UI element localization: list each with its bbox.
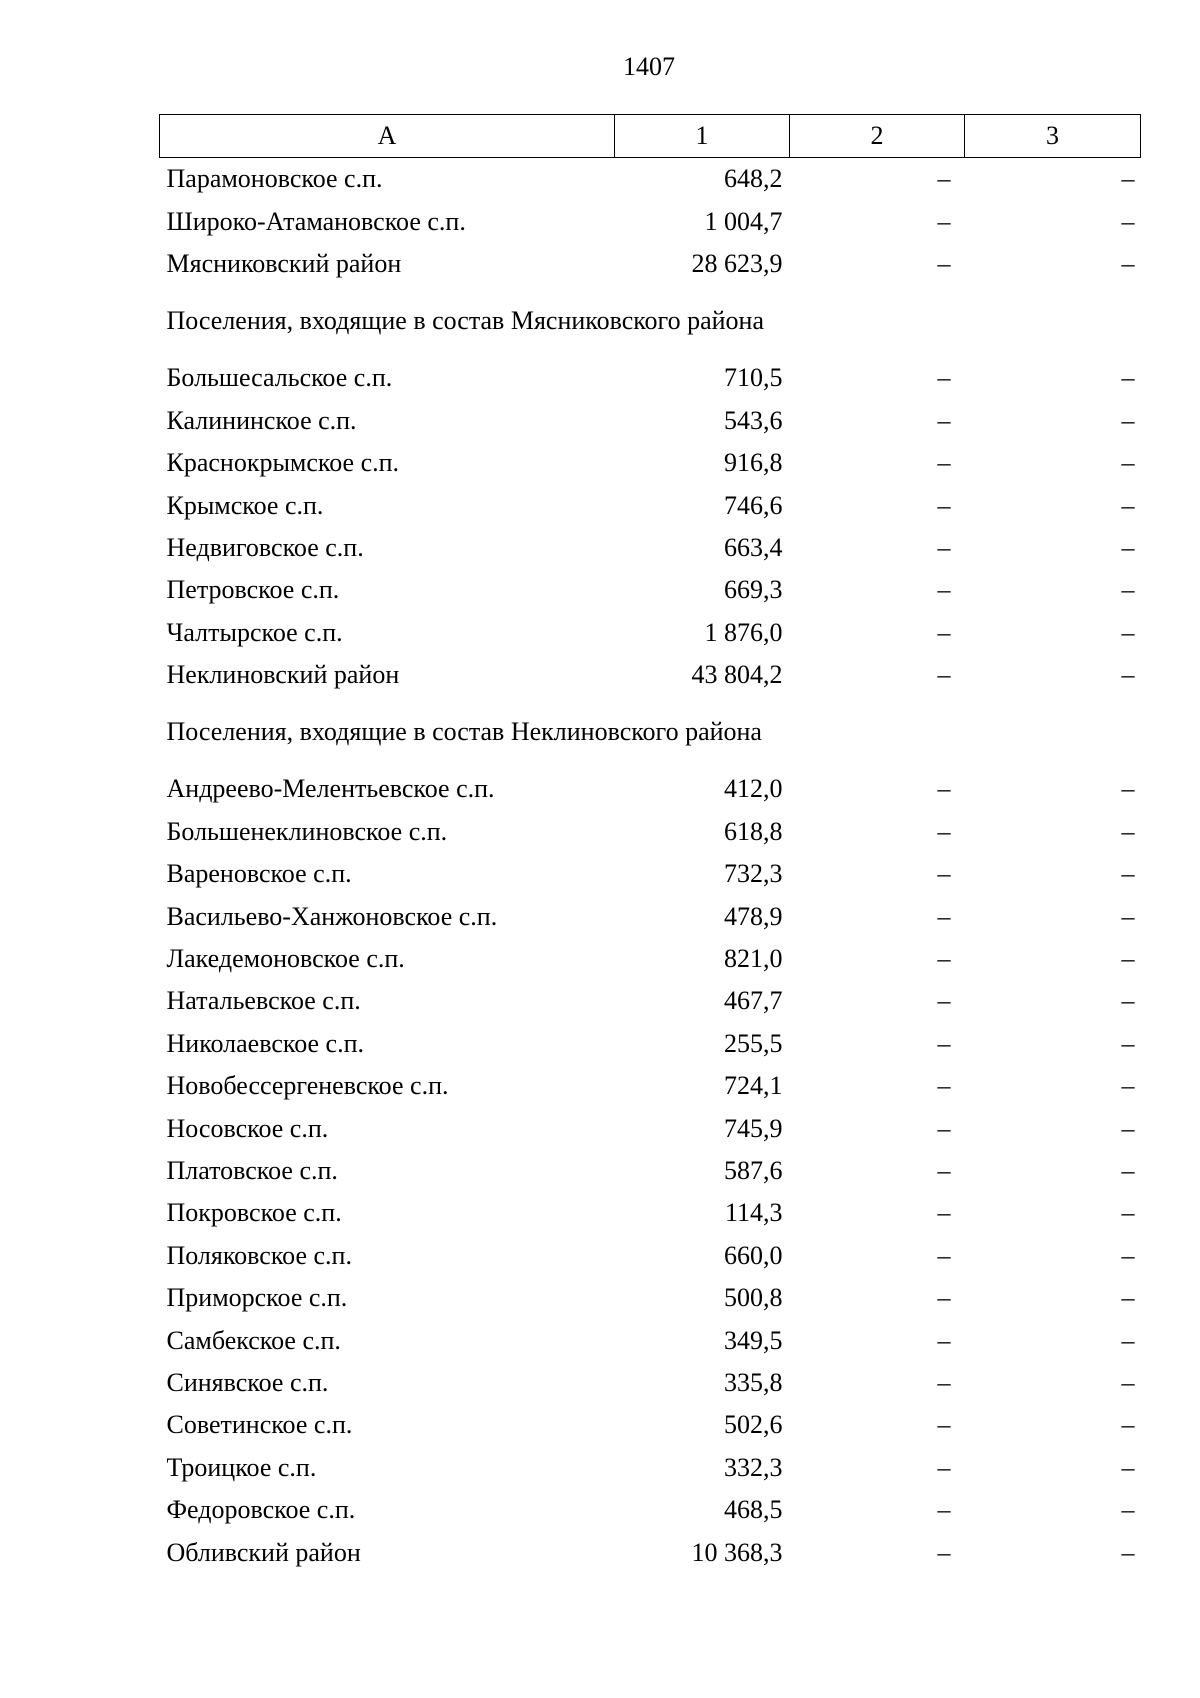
value-col-1: 467,7 bbox=[724, 986, 783, 1016]
settlement-name: Неклиновский район bbox=[166, 660, 400, 690]
value-col-3: – bbox=[1121, 774, 1135, 804]
value-col-2: – bbox=[937, 1028, 951, 1058]
table-row bbox=[160, 612, 1141, 654]
value-col-3: – bbox=[1121, 490, 1135, 520]
value-col-3: – bbox=[1121, 448, 1135, 478]
settlement-name: Недвиговское с.п. bbox=[166, 532, 364, 562]
table-row bbox=[160, 158, 1141, 201]
header-row bbox=[160, 115, 1141, 158]
value-col-1: 746,6 bbox=[724, 490, 783, 520]
table-row bbox=[160, 569, 1141, 611]
value-col-1: 1 004,7 bbox=[704, 206, 783, 236]
value-col-2: – bbox=[937, 1367, 951, 1397]
value-col-3: – bbox=[1121, 405, 1135, 435]
value-col-1: 543,6 bbox=[724, 405, 783, 435]
value-col-3: – bbox=[1121, 1240, 1135, 1270]
column-header-1: 1 bbox=[615, 115, 790, 158]
value-col-1: 660,0 bbox=[724, 1240, 783, 1270]
table-body bbox=[160, 158, 1141, 1574]
table-row bbox=[160, 811, 1141, 853]
value-col-1: 587,6 bbox=[724, 1156, 783, 1185]
value-col-2: – bbox=[937, 363, 951, 393]
value-col-1: 500,8 bbox=[724, 1283, 783, 1313]
value-col-3: – bbox=[1121, 617, 1135, 647]
value-col-2: – bbox=[937, 1283, 951, 1313]
value-col-2: – bbox=[937, 859, 951, 889]
value-col-1: 502,6 bbox=[724, 1410, 783, 1440]
value-col-2: – bbox=[937, 1156, 951, 1185]
settlement-name: Петровское с.п. bbox=[166, 575, 340, 605]
value-col-3: – bbox=[1121, 532, 1135, 562]
settlement-name: Широко-Атамановское с.п. bbox=[166, 206, 466, 236]
value-col-3: – bbox=[1121, 1537, 1135, 1567]
value-col-2: – bbox=[937, 1240, 951, 1270]
settlement-name: Советинское с.п. bbox=[166, 1410, 353, 1440]
group-heading-row bbox=[160, 696, 1141, 768]
value-col-3: – bbox=[1121, 1495, 1135, 1525]
table-row bbox=[160, 654, 1141, 696]
settlement-name: Крымское с.п. bbox=[166, 490, 324, 520]
value-col-3: – bbox=[1121, 901, 1135, 931]
value-col-2: – bbox=[937, 660, 951, 690]
value-col-2: – bbox=[937, 490, 951, 520]
value-col-1: 916,8 bbox=[724, 448, 783, 478]
settlement-name: Натальевское с.п. bbox=[166, 986, 361, 1016]
value-col-1: 669,3 bbox=[724, 575, 783, 605]
value-col-3: – bbox=[1121, 248, 1135, 278]
value-col-3: – bbox=[1121, 1325, 1135, 1355]
settlement-name: Краснокрымское с.п. bbox=[166, 448, 400, 478]
value-col-2: – bbox=[937, 1325, 951, 1355]
value-col-2: – bbox=[937, 944, 951, 974]
value-col-2: – bbox=[937, 164, 951, 194]
table-row bbox=[160, 1362, 1141, 1404]
value-col-1: 618,8 bbox=[724, 816, 783, 846]
value-col-3: – bbox=[1121, 1283, 1135, 1313]
value-col-1: 468,5 bbox=[724, 1495, 783, 1525]
table-row bbox=[160, 1065, 1141, 1107]
settlement-name: Федоровское с.п. bbox=[166, 1495, 356, 1525]
value-col-3: – bbox=[1121, 1113, 1135, 1143]
value-col-1: 114,3 bbox=[724, 1198, 783, 1228]
table-row bbox=[160, 1447, 1141, 1489]
settlement-name: Покровское с.п. bbox=[166, 1198, 342, 1228]
table-row bbox=[160, 1150, 1141, 1192]
value-col-1: 28 623,9 bbox=[691, 248, 783, 278]
value-col-3: – bbox=[1121, 1367, 1135, 1397]
value-col-1: 10 368,3 bbox=[691, 1537, 783, 1567]
value-col-3: – bbox=[1121, 1452, 1135, 1482]
value-col-3: – bbox=[1121, 1410, 1135, 1440]
value-col-2: – bbox=[937, 448, 951, 478]
value-col-3: – bbox=[1121, 164, 1135, 194]
value-col-1: 663,4 bbox=[724, 532, 783, 562]
value-col-2: – bbox=[937, 774, 951, 804]
table-row bbox=[160, 980, 1141, 1022]
value-col-2: – bbox=[937, 986, 951, 1016]
group-heading-row bbox=[160, 285, 1141, 357]
settlement-name: Андреево-Мелентьевское с.п. bbox=[166, 774, 495, 804]
settlement-name: Большесальское с.п. bbox=[166, 363, 393, 393]
value-col-3: – bbox=[1121, 1071, 1135, 1101]
value-col-2: – bbox=[937, 575, 951, 605]
value-col-2: – bbox=[937, 206, 951, 236]
value-col-2: – bbox=[937, 1452, 951, 1482]
value-col-3: – bbox=[1121, 363, 1135, 393]
value-col-2: – bbox=[937, 248, 951, 278]
settlement-name: Мясниковский район bbox=[166, 248, 402, 278]
table-row bbox=[160, 400, 1141, 442]
value-col-1: 43 804,2 bbox=[691, 660, 783, 690]
value-col-1: 412,0 bbox=[724, 774, 783, 804]
column-header-a: А bbox=[160, 115, 615, 158]
settlement-name: Лакедемоновское с.п. bbox=[166, 944, 405, 974]
group-heading: Поселения, входящие в состав Неклиновского района bbox=[166, 717, 762, 747]
value-col-2: – bbox=[937, 617, 951, 647]
table-row bbox=[160, 895, 1141, 937]
table-row bbox=[160, 527, 1141, 569]
table-row bbox=[160, 243, 1141, 285]
settlement-name: Платовское с.п. bbox=[166, 1156, 338, 1185]
value-col-1: 349,5 bbox=[724, 1325, 783, 1355]
value-col-1: 710,5 bbox=[724, 363, 783, 393]
value-col-2: – bbox=[937, 532, 951, 562]
table-row bbox=[160, 853, 1141, 895]
value-col-3: – bbox=[1121, 575, 1135, 605]
value-col-3: – bbox=[1121, 206, 1135, 236]
settlement-name: Поляковское с.п. bbox=[166, 1240, 352, 1270]
table-row bbox=[160, 442, 1141, 484]
settlement-name: Новобессергеневское с.п. bbox=[166, 1071, 449, 1101]
settlement-name: Самбекское с.п. bbox=[166, 1325, 341, 1355]
settlement-name: Троицкое с.п. bbox=[166, 1452, 317, 1482]
table-row bbox=[160, 357, 1141, 399]
value-col-1: 821,0 bbox=[724, 944, 783, 974]
table-row bbox=[160, 1319, 1141, 1361]
settlement-name: Синявское с.п. bbox=[166, 1367, 329, 1397]
settlement-name: Парамоновское с.п. bbox=[166, 164, 383, 194]
settlement-name: Носовское с.п. bbox=[166, 1113, 329, 1143]
table-row bbox=[160, 200, 1141, 242]
settlement-name: Приморское с.п. bbox=[166, 1283, 348, 1313]
value-col-2: – bbox=[937, 901, 951, 931]
value-col-3: – bbox=[1121, 1028, 1135, 1058]
value-col-2: – bbox=[937, 1113, 951, 1143]
value-col-3: – bbox=[1121, 986, 1135, 1016]
value-col-1: 745,9 bbox=[724, 1113, 783, 1143]
value-col-2: – bbox=[937, 1495, 951, 1525]
settlement-name: Большенеклиновское с.п. bbox=[166, 816, 448, 846]
settlement-name: Васильево-Ханжоновское с.п. bbox=[166, 901, 498, 931]
settlement-name: Николаевское с.п. bbox=[166, 1028, 365, 1058]
value-col-3: – bbox=[1121, 859, 1135, 889]
settlement-name: Чалтырское с.п. bbox=[166, 617, 343, 647]
budget-table bbox=[159, 114, 1141, 1574]
table-row bbox=[160, 1107, 1141, 1149]
value-col-2: – bbox=[937, 1198, 951, 1228]
value-col-1: 478,9 bbox=[724, 901, 783, 931]
value-col-2: – bbox=[937, 1071, 951, 1101]
value-col-3: – bbox=[1121, 1156, 1135, 1185]
column-header-2: 2 bbox=[790, 115, 965, 158]
value-col-2: – bbox=[937, 405, 951, 435]
table-header bbox=[160, 115, 1141, 158]
table-row bbox=[160, 1023, 1141, 1065]
table-row bbox=[160, 484, 1141, 526]
table-row bbox=[160, 1192, 1141, 1234]
value-col-1: 1 876,0 bbox=[704, 617, 783, 647]
table-row bbox=[160, 768, 1141, 810]
value-col-3: – bbox=[1121, 660, 1135, 690]
value-col-1: 724,1 bbox=[724, 1071, 783, 1101]
column-header-3: 3 bbox=[965, 115, 1141, 158]
table-row bbox=[160, 1404, 1141, 1446]
table-row bbox=[160, 1235, 1141, 1277]
table-row bbox=[160, 1277, 1141, 1319]
value-col-3: – bbox=[1121, 816, 1135, 846]
table-row bbox=[160, 1531, 1141, 1573]
value-col-2: – bbox=[937, 1410, 951, 1440]
value-col-1: 255,5 bbox=[724, 1028, 783, 1058]
table-row bbox=[160, 938, 1141, 980]
value-col-1: 648,2 bbox=[724, 164, 783, 194]
value-col-3: – bbox=[1121, 1198, 1135, 1228]
value-col-2: – bbox=[937, 816, 951, 846]
settlement-name: Обливский район bbox=[166, 1537, 361, 1567]
value-col-3: – bbox=[1121, 944, 1135, 974]
table-row bbox=[160, 1489, 1141, 1531]
page-number: 1407 bbox=[623, 52, 675, 81]
value-col-1: 332,3 bbox=[724, 1452, 783, 1482]
group-heading: Поселения, входящие в состав Мясниковского района bbox=[166, 306, 764, 336]
value-col-2: – bbox=[937, 1537, 951, 1567]
settlement-name: Вареновское с.п. bbox=[166, 859, 352, 889]
value-col-1: 335,8 bbox=[724, 1367, 783, 1397]
value-col-1: 732,3 bbox=[724, 859, 783, 889]
settlement-name: Калининское с.п. bbox=[166, 405, 357, 435]
